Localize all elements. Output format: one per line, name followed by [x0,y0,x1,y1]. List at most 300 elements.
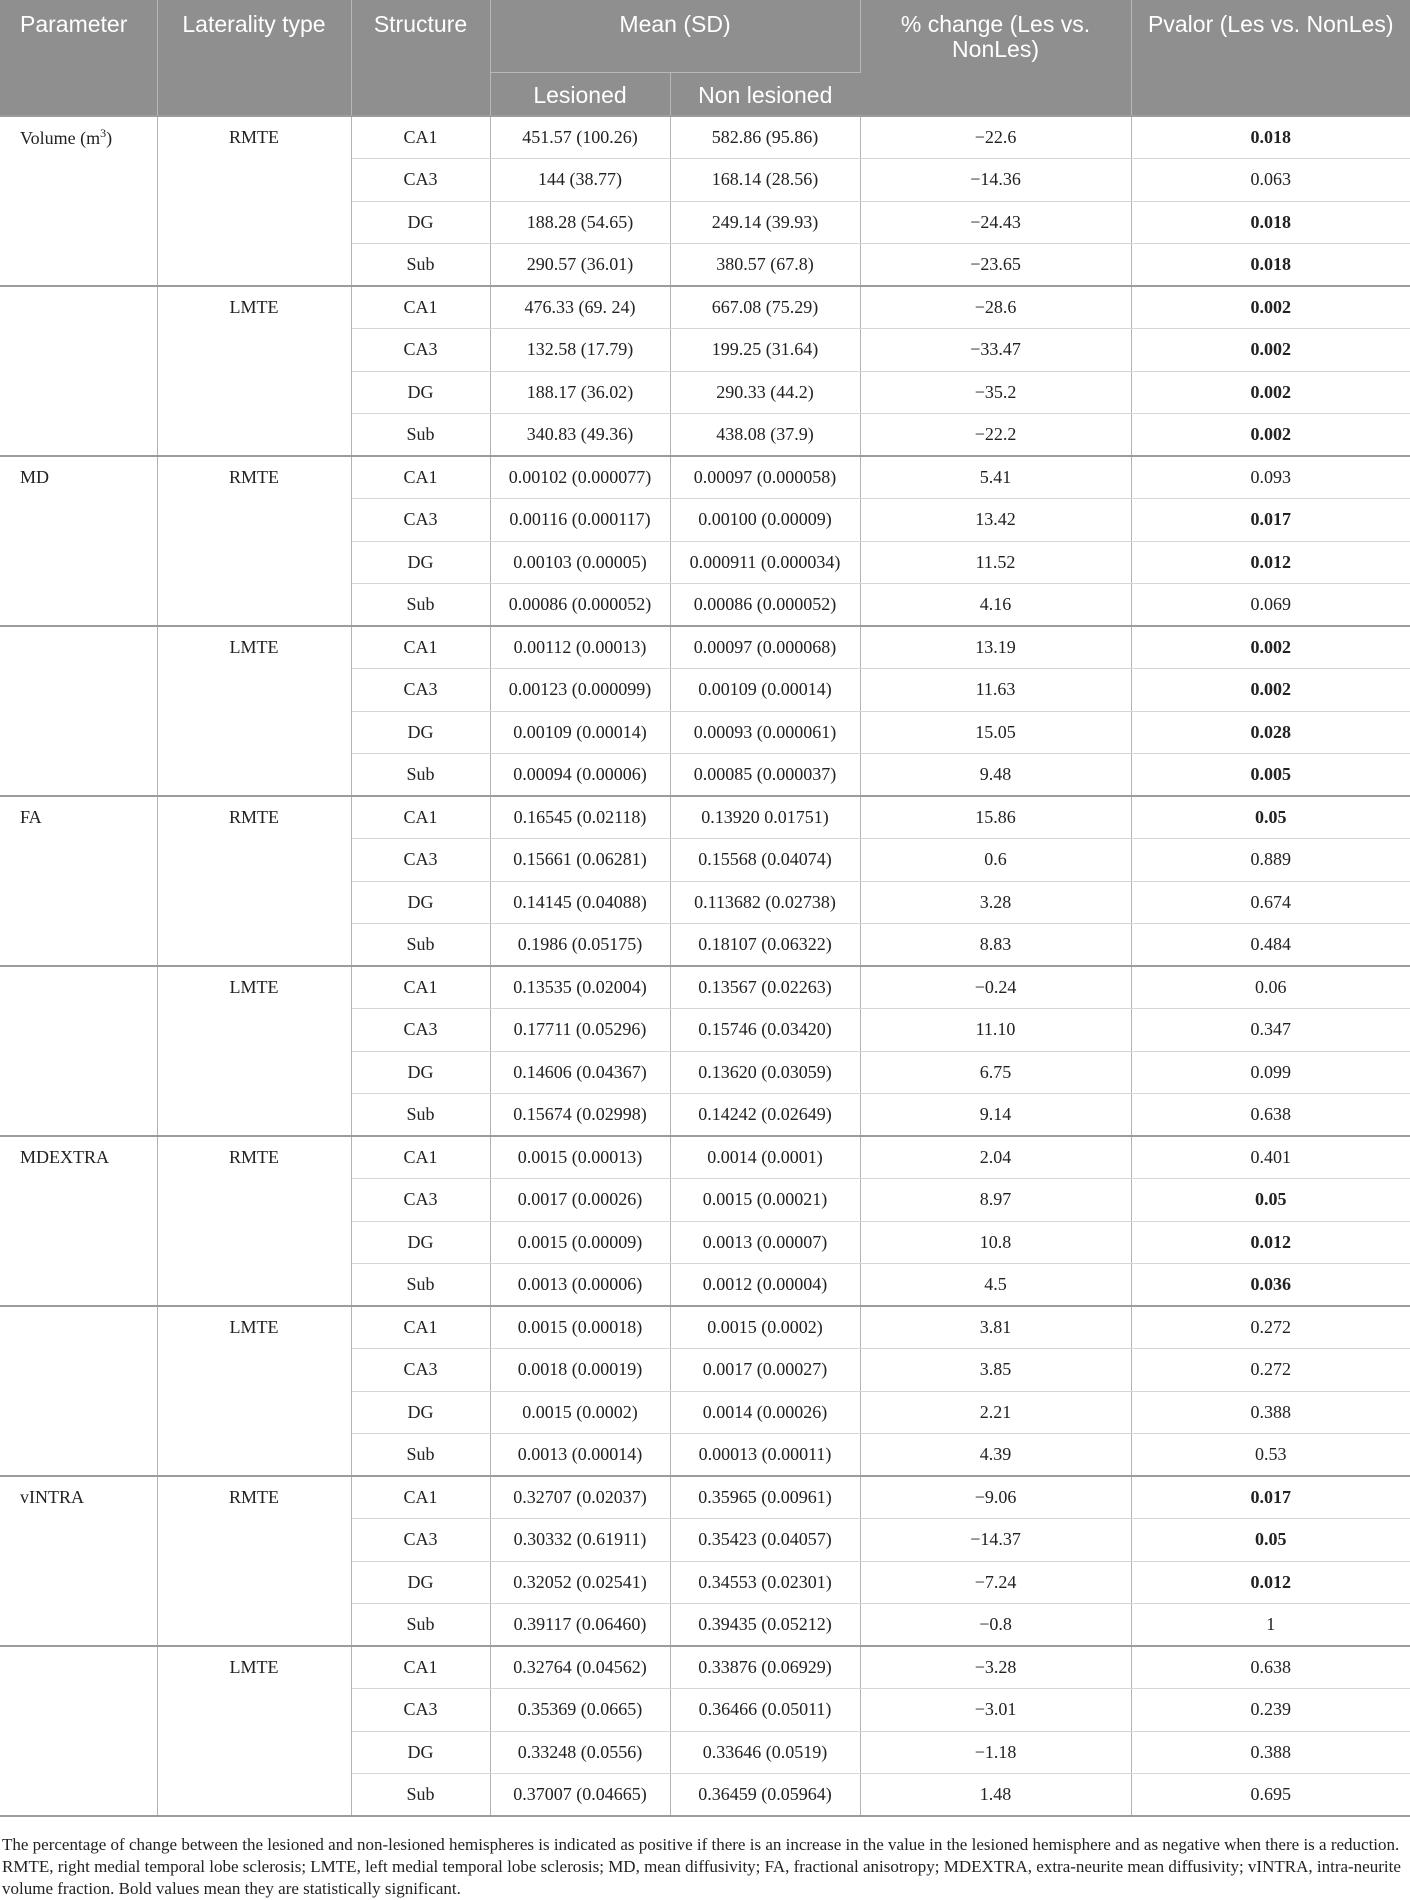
cell-pvalor: 1 [1131,1604,1410,1647]
cell-pvalor: 0.005 [1131,754,1410,797]
cell-pct-change: −22.2 [860,414,1131,457]
cell-pct-change: 5.41 [860,456,1131,499]
cell-pct-change: 11.63 [860,669,1131,712]
cell-pvalor: 0.017 [1131,499,1410,542]
cell-structure: CA1 [351,116,490,159]
table-row [0,584,1410,627]
cell-pct-change: −14.37 [860,1519,1131,1562]
cell-lesioned: 0.0018 (0.00019) [490,1349,670,1392]
cell-laterality [157,1561,351,1604]
cell-pct-change: 10.8 [860,1221,1131,1264]
cell-pvalor: 0.002 [1131,414,1410,457]
cell-pct-change: 4.16 [860,584,1131,627]
cell-pct-change: 3.81 [860,1306,1131,1349]
cell-structure: Sub [351,1264,490,1307]
cell-pct-change: 9.48 [860,754,1131,797]
cell-structure: CA1 [351,966,490,1009]
cell-non-lesioned: 0.00085 (0.000037) [670,754,860,797]
table-row [0,626,1410,669]
cell-pvalor: 0.388 [1131,1391,1410,1434]
cell-parameter [0,924,157,967]
cell-pct-change: −35.2 [860,371,1131,414]
cell-parameter [0,881,157,924]
cell-pvalor: 0.638 [1131,1646,1410,1689]
cell-lesioned: 0.00102 (0.000077) [490,456,670,499]
cell-non-lesioned: 0.00097 (0.000058) [670,456,860,499]
cell-pct-change: 13.42 [860,499,1131,542]
cell-lesioned: 0.13535 (0.02004) [490,966,670,1009]
cell-lesioned: 0.14606 (0.04367) [490,1051,670,1094]
cell-laterality [157,159,351,202]
cell-lesioned: 0.14145 (0.04088) [490,881,670,924]
cell-laterality [157,669,351,712]
cell-lesioned: 0.0013 (0.00014) [490,1434,670,1477]
cell-pvalor: 0.05 [1131,1519,1410,1562]
cell-laterality [157,1391,351,1434]
cell-pct-change: −0.8 [860,1604,1131,1647]
cell-parameter [0,201,157,244]
cell-parameter [0,1604,157,1647]
cell-pvalor: 0.018 [1131,244,1410,287]
table-row [0,286,1410,329]
cell-laterality [157,754,351,797]
cell-laterality: LMTE [157,1646,351,1689]
table-row [0,1179,1410,1222]
cell-non-lesioned: 0.000911 (0.000034) [670,541,860,584]
cell-structure: DG [351,201,490,244]
cell-lesioned: 132.58 (17.79) [490,329,670,372]
cell-non-lesioned: 0.33646 (0.0519) [670,1731,860,1774]
cell-pct-change: 4.5 [860,1264,1131,1307]
cell-non-lesioned: 0.18107 (0.06322) [670,924,860,967]
cell-pct-change: 3.28 [860,881,1131,924]
cell-parameter: Volume $(m^3)$ [0,116,157,159]
cell-structure: CA3 [351,329,490,372]
cell-lesioned: 340.83 (49.36) [490,414,670,457]
cell-lesioned: 0.00103 (0.00005) [490,541,670,584]
cell-laterality: LMTE [157,626,351,669]
cell-pvalor: 0.05 [1131,796,1410,839]
cell-lesioned: 0.00109 (0.00014) [490,711,670,754]
cell-parameter [0,1179,157,1222]
cell-lesioned: 0.0015 (0.00009) [490,1221,670,1264]
cell-pvalor: 0.272 [1131,1306,1410,1349]
cell-laterality [157,244,351,287]
cell-pvalor: 0.099 [1131,1051,1410,1094]
table-row [0,1434,1410,1477]
cell-parameter [0,159,157,202]
cell-non-lesioned: 0.34553 (0.02301) [670,1561,860,1604]
table-row [0,1391,1410,1434]
cell-parameter [0,499,157,542]
cell-structure: CA3 [351,839,490,882]
header-laterality: Laterality type [157,0,351,116]
cell-non-lesioned: 0.0014 (0.00026) [670,1391,860,1434]
cell-non-lesioned: 0.0012 (0.00004) [670,1264,860,1307]
cell-laterality [157,1519,351,1562]
table-row [0,1646,1410,1689]
cell-non-lesioned: 380.57 (67.8) [670,244,860,287]
cell-non-lesioned: 0.00086 (0.000052) [670,584,860,627]
cell-structure: DG [351,1391,490,1434]
cell-laterality [157,584,351,627]
cell-pvalor: 0.002 [1131,669,1410,712]
cell-structure: Sub [351,414,490,457]
cell-laterality [157,1434,351,1477]
cell-non-lesioned: 0.36459 (0.05964) [670,1774,860,1817]
cell-parameter: MDEXTRA [0,1136,157,1179]
cell-parameter [0,1391,157,1434]
cell-lesioned: 0.37007 (0.04665) [490,1774,670,1817]
cell-parameter [0,541,157,584]
cell-parameter [0,1221,157,1264]
header-pvalor: Pvalor (Les vs. NonLes) [1131,0,1410,116]
table-row [0,966,1410,1009]
table-header [0,0,1410,116]
cell-structure: CA3 [351,669,490,712]
cell-lesioned: 0.33248 (0.0556) [490,1731,670,1774]
cell-pvalor: 0.53 [1131,1434,1410,1477]
cell-lesioned: 144 (38.77) [490,159,670,202]
cell-structure: DG [351,541,490,584]
table-row [0,1221,1410,1264]
cell-parameter [0,966,157,1009]
cell-structure: CA3 [351,1689,490,1732]
cell-structure: Sub [351,1604,490,1647]
cell-pct-change: 4.39 [860,1434,1131,1477]
cell-laterality: RMTE [157,796,351,839]
table-row [0,796,1410,839]
cell-parameter [0,1264,157,1307]
cell-parameter [0,329,157,372]
cell-laterality [157,1221,351,1264]
cell-laterality: LMTE [157,966,351,1009]
table-row [0,201,1410,244]
table-row [0,329,1410,372]
cell-laterality: LMTE [157,1306,351,1349]
cell-pvalor: 0.002 [1131,286,1410,329]
cell-pct-change: 9.14 [860,1094,1131,1137]
cell-non-lesioned: 0.35423 (0.04057) [670,1519,860,1562]
table-row [0,159,1410,202]
cell-lesioned: 0.0015 (0.00018) [490,1306,670,1349]
header-lesioned: Lesioned [490,72,670,116]
cell-pvalor: 0.06 [1131,966,1410,1009]
cell-pvalor: 0.012 [1131,541,1410,584]
cell-pvalor: 0.638 [1131,1094,1410,1137]
table-row [0,1051,1410,1094]
cell-structure: CA1 [351,796,490,839]
cell-structure: DG [351,1731,490,1774]
cell-non-lesioned: 290.33 (44.2) [670,371,860,414]
cell-non-lesioned: 168.14 (28.56) [670,159,860,202]
cell-pct-change: −24.43 [860,201,1131,244]
table-row [0,1604,1410,1647]
table-row [0,1561,1410,1604]
cell-pct-change: 8.97 [860,1179,1131,1222]
table-row [0,116,1410,159]
cell-structure: CA3 [351,1519,490,1562]
table-row [0,541,1410,584]
cell-lesioned: 290.57 (36.01) [490,244,670,287]
cell-structure: CA1 [351,1136,490,1179]
cell-non-lesioned: 249.14 (39.93) [670,201,860,244]
cell-laterality [157,1349,351,1392]
cell-parameter [0,754,157,797]
cell-pvalor: 0.028 [1131,711,1410,754]
cell-pvalor: 0.347 [1131,1009,1410,1052]
cell-structure: DG [351,1051,490,1094]
cell-structure: CA1 [351,1476,490,1519]
cell-pvalor: 0.889 [1131,839,1410,882]
cell-structure: Sub [351,754,490,797]
cell-laterality: RMTE [157,1136,351,1179]
cell-lesioned: 0.0017 (0.00026) [490,1179,670,1222]
table-row [0,1009,1410,1052]
cell-laterality: RMTE [157,1476,351,1519]
cell-lesioned: 476.33 (69. 24) [490,286,670,329]
cell-laterality: RMTE [157,116,351,159]
cell-pct-change: 0.6 [860,839,1131,882]
cell-structure: CA3 [351,1349,490,1392]
cell-lesioned: 0.32052 (0.02541) [490,1561,670,1604]
cell-pvalor: 0.674 [1131,881,1410,924]
cell-pvalor: 0.036 [1131,1264,1410,1307]
cell-pct-change: 6.75 [860,1051,1131,1094]
cell-pct-change: −14.36 [860,159,1131,202]
cell-laterality [157,414,351,457]
cell-pvalor: 0.012 [1131,1221,1410,1264]
cell-parameter [0,1094,157,1137]
cell-pvalor: 0.272 [1131,1349,1410,1392]
cell-parameter: MD [0,456,157,499]
cell-parameter [0,626,157,669]
cell-laterality [157,1094,351,1137]
cell-parameter [0,1349,157,1392]
table-row [0,1136,1410,1179]
cell-lesioned: 0.32707 (0.02037) [490,1476,670,1519]
cell-lesioned: 0.0015 (0.0002) [490,1391,670,1434]
cell-pct-change: 11.52 [860,541,1131,584]
cell-pvalor: 0.695 [1131,1774,1410,1817]
cell-non-lesioned: 0.39435 (0.05212) [670,1604,860,1647]
cell-pvalor: 0.018 [1131,116,1410,159]
table-footnote: The percentage of change between the lesioned and non-lesioned hemispheres is indicated as positive if there is an increase in the value in the lesioned hemisphere and as negative when there is a reduction. RMTE, right medial temporal lobe sclerosis; LMTE, left medial temporal lobe sclerosis; MD, mean diffusivity; FA, fractional anisotropy; MDEXTRA, extra-neurite mean diffusivity; vINTRA, intra-neurite volume fraction. Bold values mean they are statistically significant. [2,1835,1401,1898]
cell-structure: Sub [351,244,490,287]
cell-lesioned: 0.30332 (0.61911) [490,1519,670,1562]
cell-pct-change: −3.01 [860,1689,1131,1732]
cell-parameter [0,1051,157,1094]
cell-non-lesioned: 0.00097 (0.000068) [670,626,860,669]
table-row [0,1094,1410,1137]
cell-lesioned: 188.28 (54.65) [490,201,670,244]
table-body [0,116,1410,1816]
cell-pvalor: 0.063 [1131,159,1410,202]
cell-pvalor: 0.05 [1131,1179,1410,1222]
cell-laterality [157,1009,351,1052]
cell-parameter [0,286,157,329]
cell-structure: DG [351,1221,490,1264]
cell-non-lesioned: 0.33876 (0.06929) [670,1646,860,1689]
cell-pct-change: 8.83 [860,924,1131,967]
cell-laterality [157,1604,351,1647]
cell-parameter [0,244,157,287]
cell-parameter [0,584,157,627]
table-row [0,1689,1410,1732]
cell-non-lesioned: 0.00100 (0.00009) [670,499,860,542]
cell-parameter [0,371,157,414]
cell-laterality: RMTE [157,456,351,499]
cell-pct-change: 2.21 [860,1391,1131,1434]
cell-non-lesioned: 667.08 (75.29) [670,286,860,329]
cell-parameter [0,1731,157,1774]
cell-parameter [0,1009,157,1052]
table-row [0,669,1410,712]
cell-structure: Sub [351,924,490,967]
cell-pct-change: 1.48 [860,1774,1131,1817]
cell-structure: DG [351,711,490,754]
cell-parameter [0,1561,157,1604]
table-row [0,244,1410,287]
cell-pvalor: 0.401 [1131,1136,1410,1179]
table-row [0,711,1410,754]
cell-laterality [157,1731,351,1774]
cell-parameter [0,1434,157,1477]
cell-lesioned: 0.15661 (0.06281) [490,839,670,882]
header-mean-sd: Mean (SD) [490,0,860,72]
cell-laterality [157,1264,351,1307]
cell-structure: DG [351,1561,490,1604]
cell-pct-change: −1.18 [860,1731,1131,1774]
cell-laterality [157,201,351,244]
cell-laterality [157,371,351,414]
table-row [0,371,1410,414]
cell-pct-change: 13.19 [860,626,1131,669]
cell-parameter [0,1689,157,1732]
cell-lesioned: 0.15674 (0.02998) [490,1094,670,1137]
table-row [0,1306,1410,1349]
cell-non-lesioned: 438.08 (37.9) [670,414,860,457]
cell-non-lesioned: 0.13920 0.01751) [670,796,860,839]
header-structure: Structure [351,0,490,116]
cell-pvalor: 0.018 [1131,201,1410,244]
cell-pvalor: 0.002 [1131,371,1410,414]
cell-laterality [157,1774,351,1817]
table-row [0,414,1410,457]
cell-structure: Sub [351,1094,490,1137]
cell-non-lesioned: 0.0015 (0.0002) [670,1306,860,1349]
cell-pct-change: −3.28 [860,1646,1131,1689]
cell-pct-change: −0.24 [860,966,1131,1009]
cell-pvalor: 0.484 [1131,924,1410,967]
cell-pvalor: 0.002 [1131,329,1410,372]
cell-pvalor: 0.017 [1131,1476,1410,1519]
cell-non-lesioned: 0.15746 (0.03420) [670,1009,860,1052]
cell-laterality [157,924,351,967]
cell-non-lesioned: 0.14242 (0.02649) [670,1094,860,1137]
table-row [0,1731,1410,1774]
cell-structure: Sub [351,1434,490,1477]
cell-laterality [157,329,351,372]
cell-lesioned: 0.17711 (0.05296) [490,1009,670,1052]
cell-lesioned: 0.00112 (0.00013) [490,626,670,669]
table-row [0,456,1410,499]
cell-parameter [0,839,157,882]
cell-pct-change: 2.04 [860,1136,1131,1179]
table-row [0,1476,1410,1519]
cell-structure: CA1 [351,1646,490,1689]
cell-non-lesioned: 582.86 (95.86) [670,116,860,159]
cell-parameter [0,1306,157,1349]
cell-parameter [0,711,157,754]
cell-pct-change: −33.47 [860,329,1131,372]
cell-pct-change: −23.65 [860,244,1131,287]
cell-non-lesioned: 0.15568 (0.04074) [670,839,860,882]
cell-pvalor: 0.388 [1131,1731,1410,1774]
cell-non-lesioned: 0.13620 (0.03059) [670,1051,860,1094]
table-row [0,881,1410,924]
cell-pvalor: 0.093 [1131,456,1410,499]
cell-non-lesioned: 0.36466 (0.05011) [670,1689,860,1732]
cell-structure: DG [351,881,490,924]
table-row [0,839,1410,882]
cell-pvalor: 0.239 [1131,1689,1410,1732]
table-row [0,1774,1410,1817]
cell-pvalor: 0.002 [1131,626,1410,669]
cell-lesioned: 0.39117 (0.06460) [490,1604,670,1647]
cell-non-lesioned: 0.0014 (0.0001) [670,1136,860,1179]
cell-parameter: vINTRA [0,1476,157,1519]
cell-lesioned: 0.16545 (0.02118) [490,796,670,839]
cell-laterality [157,499,351,542]
table-row [0,1349,1410,1392]
cell-lesioned: 0.0015 (0.00013) [490,1136,670,1179]
cell-pvalor: 0.012 [1131,1561,1410,1604]
cell-lesioned: 0.00094 (0.00006) [490,754,670,797]
cell-structure: CA1 [351,286,490,329]
cell-laterality [157,541,351,584]
cell-non-lesioned: 0.0013 (0.00007) [670,1221,860,1264]
cell-structure: CA3 [351,1009,490,1052]
table-row [0,754,1410,797]
cell-non-lesioned: 0.00093 (0.000061) [670,711,860,754]
cell-lesioned: 0.0013 (0.00006) [490,1264,670,1307]
cell-lesioned: 0.1986 (0.05175) [490,924,670,967]
cell-parameter: FA [0,796,157,839]
cell-structure: CA3 [351,1179,490,1222]
cell-parameter [0,1774,157,1817]
cell-structure: CA1 [351,456,490,499]
cell-non-lesioned: 0.35965 (0.00961) [670,1476,860,1519]
cell-structure: CA1 [351,626,490,669]
cell-non-lesioned: 0.0017 (0.00027) [670,1349,860,1392]
table-row [0,1519,1410,1562]
cell-non-lesioned: 199.25 (31.64) [670,329,860,372]
header-parameter: Parameter [0,0,157,116]
cell-pct-change: 15.86 [860,796,1131,839]
header-pct-change: % change (Les vs. NonLes) [860,0,1131,116]
cell-structure: CA1 [351,1306,490,1349]
table-row [0,1264,1410,1307]
cell-non-lesioned: 0.00013 (0.00011) [670,1434,860,1477]
cell-laterality [157,839,351,882]
cell-non-lesioned: 0.00109 (0.00014) [670,669,860,712]
table-row [0,499,1410,542]
cell-lesioned: 0.32764 (0.04562) [490,1646,670,1689]
header-non-lesioned: Non lesioned [670,72,860,116]
cell-parameter [0,414,157,457]
cell-pct-change: −7.24 [860,1561,1131,1604]
